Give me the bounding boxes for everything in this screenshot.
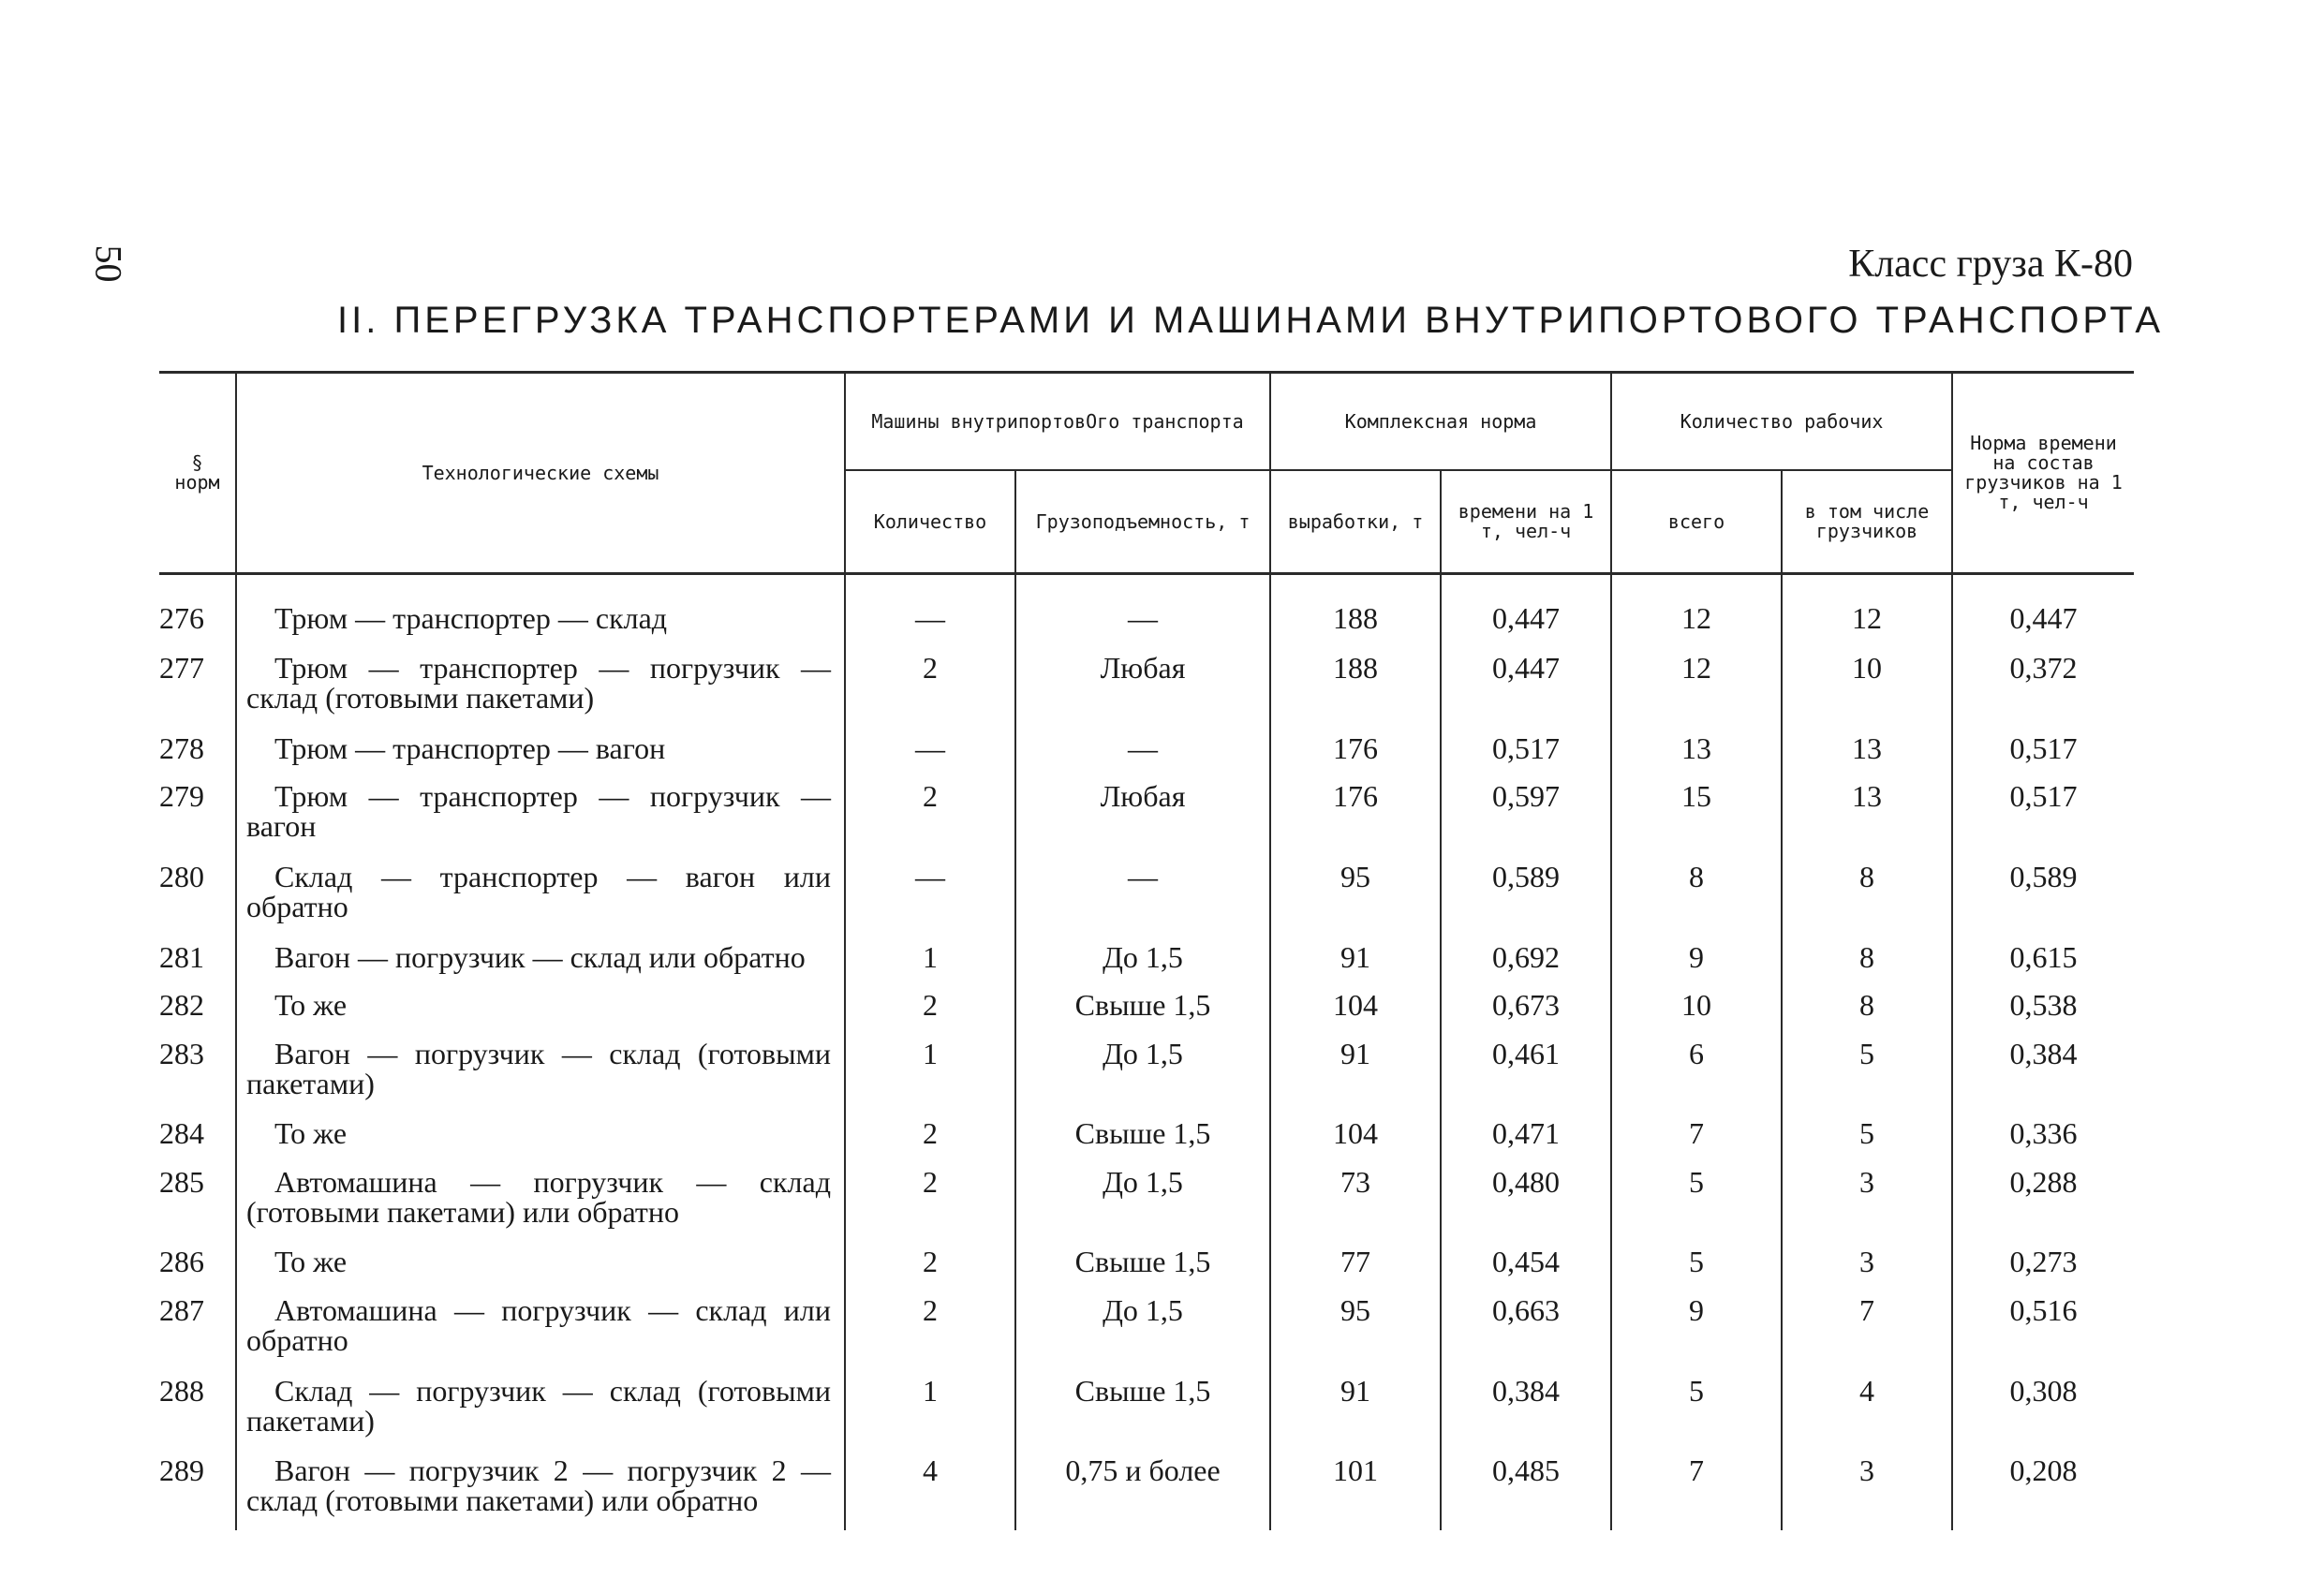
- header-time-per-ton: времени на 1 т, чел-ч: [1441, 470, 1611, 574]
- norm-number-cell: 284: [159, 1116, 204, 1151]
- output-cell: 73: [1270, 1161, 1441, 1242]
- norm-number-cell: 283: [159, 1036, 204, 1070]
- norm-time-cell: 0,372: [1952, 647, 2134, 728]
- time-per-ton-cell: 0,663: [1441, 1290, 1611, 1370]
- norm-time-cell: 0,208: [1952, 1450, 2134, 1530]
- quantity-cell: 2: [845, 775, 1015, 856]
- norm-time-cell: 0,589: [1952, 856, 2134, 937]
- norm-time-cell: 0,336: [1952, 1113, 2134, 1160]
- header-norm-time: Норма времени на состав грузчиков на 1 т, чел-ч: [1952, 373, 2134, 574]
- norm-time-cell: 0,517: [1952, 775, 2134, 856]
- capacity-cell: Любая: [1015, 647, 1270, 728]
- loaders-cell: 10: [1782, 647, 1952, 728]
- norm-number-cell: 278: [159, 730, 204, 765]
- capacity-cell: Любая: [1015, 775, 1270, 856]
- norm-number-cell: 287: [159, 1292, 204, 1327]
- quantity-cell: 2: [845, 647, 1015, 728]
- workers-total-cell: 15: [1611, 775, 1782, 856]
- workers-total-cell: 5: [1611, 1241, 1782, 1289]
- norm-number-cell: 289: [159, 1453, 204, 1488]
- time-per-ton-cell: 0,517: [1441, 728, 1611, 775]
- scheme-text: Склад — погрузчик — склад (готовыми пакетами): [246, 1373, 831, 1438]
- table-row: [159, 647, 2134, 728]
- workers-total-cell: 13: [1611, 728, 1782, 775]
- page-number: 50: [87, 244, 130, 283]
- time-per-ton-cell: 0,692: [1441, 937, 1611, 984]
- quantity-cell: —: [845, 574, 1015, 648]
- output-cell: 176: [1270, 775, 1441, 856]
- header-quantity: Количество: [845, 470, 1015, 574]
- quantity-cell: 1: [845, 1033, 1015, 1114]
- time-per-ton-cell: 0,471: [1441, 1113, 1611, 1160]
- scheme-text: Вагон — погрузчик 2 — погрузчик 2 — склад (готовыми пакетами) или обратно: [246, 1453, 831, 1518]
- quantity-cell: 2: [845, 1113, 1015, 1160]
- time-per-ton-cell: 0,447: [1441, 647, 1611, 728]
- scheme-text: То же: [274, 1245, 348, 1279]
- norm-number-cell: 280: [159, 860, 204, 894]
- time-per-ton-cell: 0,461: [1441, 1033, 1611, 1114]
- table-row: [159, 937, 2134, 984]
- output-cell: 176: [1270, 728, 1441, 775]
- capacity-cell: —: [1015, 728, 1270, 775]
- output-cell: 188: [1270, 574, 1441, 648]
- table-body: [159, 574, 2134, 1531]
- capacity-cell: —: [1015, 856, 1270, 937]
- scheme-cell: [236, 1033, 845, 1114]
- table-row: [159, 1241, 2134, 1289]
- header-norm-number: § норм: [174, 451, 220, 494]
- loaders-cell: 8: [1782, 856, 1952, 937]
- scheme-cell: [236, 647, 845, 728]
- scheme-cell: [236, 574, 845, 648]
- scheme-cell: [236, 728, 845, 775]
- loaders-cell: 8: [1782, 984, 1952, 1032]
- header-workers-group: Количество рабочих: [1611, 373, 1952, 471]
- norm-number-cell: 276: [159, 601, 204, 635]
- output-cell: 91: [1270, 1370, 1441, 1451]
- time-per-ton-cell: 0,673: [1441, 984, 1611, 1032]
- output-cell: 104: [1270, 984, 1441, 1032]
- loaders-cell: 5: [1782, 1113, 1952, 1160]
- capacity-cell: Свыше 1,5: [1015, 1113, 1270, 1160]
- norm-time-cell: 0,273: [1952, 1241, 2134, 1289]
- capacity-cell: До 1,5: [1015, 1161, 1270, 1242]
- norms-table: [159, 371, 2134, 1530]
- header-machines-group: Машины внутрипортовОго транспорта: [845, 373, 1270, 471]
- quantity-cell: —: [845, 856, 1015, 937]
- loaders-cell: 13: [1782, 728, 1952, 775]
- loaders-cell: 3: [1782, 1450, 1952, 1530]
- header-technological-schemes: Технологические схемы: [236, 373, 845, 574]
- quantity-cell: 1: [845, 937, 1015, 984]
- norm-number-cell: 285: [159, 1164, 204, 1199]
- table-row: [159, 574, 2134, 648]
- header-capacity: Грузоподъемность, т: [1015, 470, 1270, 574]
- time-per-ton-cell: 0,597: [1441, 775, 1611, 856]
- norm-number-cell: 277: [159, 651, 204, 686]
- norms-table-container: [159, 371, 2134, 1530]
- loaders-cell: 7: [1782, 1290, 1952, 1370]
- time-per-ton-cell: 0,384: [1441, 1370, 1611, 1451]
- scheme-cell: [236, 937, 845, 984]
- time-per-ton-cell: 0,589: [1441, 856, 1611, 937]
- capacity-cell: 0,75 и более: [1015, 1450, 1270, 1530]
- scheme-cell: [236, 1450, 845, 1530]
- norm-time-cell: 0,308: [1952, 1370, 2134, 1451]
- scheme-text: Трюм — транспортер — погрузчик — вагон: [246, 779, 831, 844]
- quantity-cell: 4: [845, 1450, 1015, 1530]
- table-row: [159, 1370, 2134, 1451]
- capacity-cell: Свыше 1,5: [1015, 1370, 1270, 1451]
- scheme-text: То же: [274, 1116, 348, 1151]
- header-complex-norm-group: Комплексная норма: [1270, 373, 1611, 471]
- table-row: [159, 775, 2134, 856]
- norm-time-cell: 0,288: [1952, 1161, 2134, 1242]
- norm-time-cell: 0,517: [1952, 728, 2134, 775]
- workers-total-cell: 6: [1611, 1033, 1782, 1114]
- quantity-cell: 1: [845, 1370, 1015, 1451]
- output-cell: 77: [1270, 1241, 1441, 1289]
- loaders-cell: 13: [1782, 775, 1952, 856]
- norm-number-cell: 281: [159, 939, 204, 974]
- loaders-cell: 12: [1782, 574, 1952, 648]
- output-cell: 91: [1270, 937, 1441, 984]
- scheme-cell: [236, 856, 845, 937]
- time-per-ton-cell: 0,454: [1441, 1241, 1611, 1289]
- output-cell: 95: [1270, 1290, 1441, 1370]
- table-row: [159, 856, 2134, 937]
- loaders-cell: 8: [1782, 937, 1952, 984]
- header-output: выработки, т: [1270, 470, 1441, 574]
- workers-total-cell: 9: [1611, 937, 1782, 984]
- time-per-ton-cell: 0,485: [1441, 1450, 1611, 1530]
- scheme-text: Автомашина — погрузчик — склад или обратно: [246, 1292, 831, 1357]
- table-row: [159, 1113, 2134, 1160]
- norm-number-cell: 286: [159, 1245, 204, 1279]
- capacity-cell: До 1,5: [1015, 937, 1270, 984]
- quantity-cell: 2: [845, 1161, 1015, 1242]
- scheme-cell: [236, 984, 845, 1032]
- scheme-text: Трюм — транспортер — склад: [274, 601, 668, 635]
- time-per-ton-cell: 0,480: [1441, 1161, 1611, 1242]
- norm-time-cell: 0,615: [1952, 937, 2134, 984]
- scheme-text: Вагон — погрузчик — склад (готовыми пакетами): [246, 1036, 831, 1100]
- scheme-text: Трюм — транспортер — погрузчик — склад (готовыми пакетами): [246, 651, 831, 715]
- capacity-cell: Свыше 1,5: [1015, 1241, 1270, 1289]
- norm-number-cell: 282: [159, 988, 204, 1023]
- table-row: [159, 1033, 2134, 1114]
- scheme-text: Вагон — погрузчик — склад или обратно: [274, 939, 806, 974]
- capacity-cell: Свыше 1,5: [1015, 984, 1270, 1032]
- workers-total-cell: 7: [1611, 1113, 1782, 1160]
- loaders-cell: 3: [1782, 1161, 1952, 1242]
- workers-total-cell: 9: [1611, 1290, 1782, 1370]
- scheme-text: Трюм — транспортер — вагон: [274, 730, 666, 765]
- quantity-cell: 2: [845, 1290, 1015, 1370]
- scheme-text: Склад — транспортер — вагон или обратно: [246, 860, 831, 924]
- table-row: [159, 1290, 2134, 1370]
- output-cell: 104: [1270, 1113, 1441, 1160]
- loaders-cell: 4: [1782, 1370, 1952, 1451]
- time-per-ton-cell: 0,447: [1441, 574, 1611, 648]
- workers-total-cell: 12: [1611, 574, 1782, 648]
- norm-number-cell: 288: [159, 1373, 204, 1408]
- capacity-cell: До 1,5: [1015, 1033, 1270, 1114]
- table-row: [159, 1450, 2134, 1530]
- workers-total-cell: 8: [1611, 856, 1782, 937]
- workers-total-cell: 12: [1611, 647, 1782, 728]
- capacity-cell: До 1,5: [1015, 1290, 1270, 1370]
- scheme-cell: [236, 1113, 845, 1160]
- workers-total-cell: 10: [1611, 984, 1782, 1032]
- header-loaders: в том числе грузчиков: [1782, 470, 1952, 574]
- scheme-cell: [236, 1161, 845, 1242]
- quantity-cell: 2: [845, 1241, 1015, 1289]
- quantity-cell: 2: [845, 984, 1015, 1032]
- header-workers-total: всего: [1611, 470, 1782, 574]
- workers-total-cell: 7: [1611, 1450, 1782, 1530]
- loaders-cell: 3: [1782, 1241, 1952, 1289]
- norm-time-cell: 0,538: [1952, 984, 2134, 1032]
- output-cell: 188: [1270, 647, 1441, 728]
- workers-total-cell: 5: [1611, 1370, 1782, 1451]
- loaders-cell: 5: [1782, 1033, 1952, 1114]
- scheme-cell: [236, 1370, 845, 1451]
- norm-time-cell: 0,447: [1952, 574, 2134, 648]
- capacity-cell: —: [1015, 574, 1270, 648]
- quantity-cell: —: [845, 728, 1015, 775]
- scheme-text: Автомашина — погрузчик — склад (готовыми пакетами) или обратно: [246, 1164, 831, 1229]
- scheme-cell: [236, 775, 845, 856]
- table-row: [159, 1161, 2134, 1242]
- norm-time-cell: 0,384: [1952, 1033, 2134, 1114]
- table-header: [159, 373, 2134, 574]
- scheme-text: То же: [274, 988, 348, 1023]
- norm-time-cell: 0,516: [1952, 1290, 2134, 1370]
- workers-total-cell: 5: [1611, 1161, 1782, 1242]
- norm-number-cell: 279: [159, 779, 204, 814]
- scheme-cell: [236, 1241, 845, 1289]
- output-cell: 95: [1270, 856, 1441, 937]
- output-cell: 101: [1270, 1450, 1441, 1530]
- scheme-cell: [236, 1290, 845, 1370]
- output-cell: 91: [1270, 1033, 1441, 1114]
- table-row: [159, 728, 2134, 775]
- table-row: [159, 984, 2134, 1032]
- section-title: II. ПЕРЕГРУЗКА ТРАНСПОРТЕРАМИ И МАШИНАМИ ВНУТРИПОРТОВОГО ТРАНСПОРТА: [337, 300, 2164, 341]
- cargo-class-label: Класс груза К-80: [1848, 243, 2133, 286]
